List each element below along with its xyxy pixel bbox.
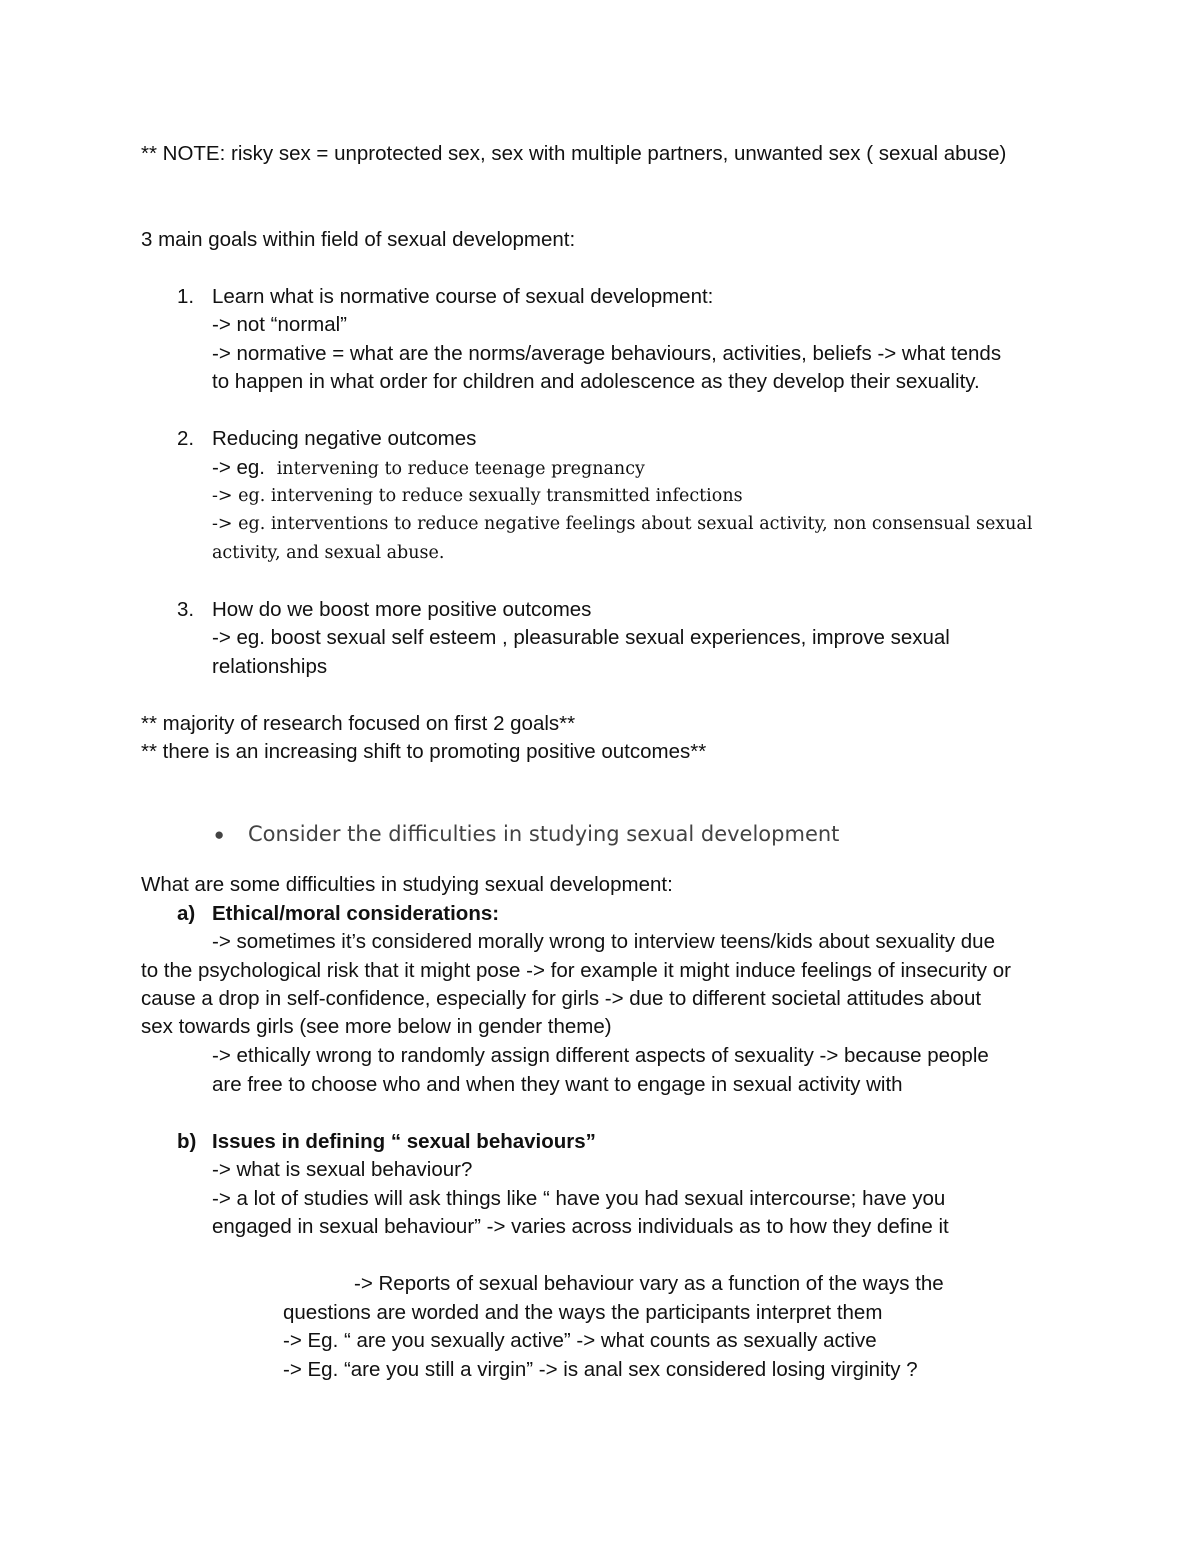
difficulty-label: b) — [177, 1130, 197, 1153]
difficulty-title: Ethical/moral considerations: — [212, 902, 500, 925]
goal-title: Learn what is normative course of sexual development: — [212, 285, 714, 308]
difficulty-sub-line: questions are worded and the ways the participants interpret them — [283, 1301, 883, 1324]
difficulty-line: sex towards girls (see more below in gender theme) — [141, 1015, 612, 1038]
note-line: ** NOTE: risky sex = unprotected sex, sex with multiple partners, unwanted sex ( sexual abuse) — [141, 142, 1007, 165]
difficulties-intro: What are some difficulties in studying sexual development: — [141, 873, 673, 896]
difficulty-line: -> a lot of studies will ask things like “ have you had sexual intercourse; have you — [212, 1187, 946, 1210]
bullet-dot-icon: ● — [214, 825, 225, 844]
goal-title: Reducing negative outcomes — [212, 427, 477, 450]
difficulty-line: are free to choose who and when they want to engage in sexual activity with — [212, 1073, 903, 1096]
difficulty-line: cause a drop in self-confidence, especially for girls -> due to different societal attitudes about — [141, 987, 982, 1010]
goal-number: 2. — [177, 427, 195, 450]
goal-line: to happen in what order for children and adolescence as they develop their sexuality. — [212, 370, 980, 393]
difficulty-label: a) — [177, 902, 196, 925]
goal-line: -> eg. intervening to reduce sexually transmitted infections — [212, 486, 743, 506]
remark-line: ** there is an increasing shift to promoting positive outcomes** — [141, 740, 707, 763]
goal-number: 3. — [177, 598, 195, 621]
section-heading: Consider the difficulties in studying sexual development — [248, 822, 840, 846]
goal-line: -> normative = what are the norms/average behaviours, activities, beliefs -> what tends — [212, 342, 1002, 365]
goal-line: -> eg. interventions to reduce negative feelings about sexual activity, non consensual sexual — [212, 514, 1033, 534]
goal-line: relationships — [212, 655, 328, 678]
goal-line: activity, and sexual abuse. — [212, 543, 445, 563]
goal-title: How do we boost more positive outcomes — [212, 598, 592, 621]
difficulty-sub-line: -> Eg. “ are you sexually active” -> what counts as sexually active — [283, 1329, 877, 1352]
goal-line-rest: intervening to reduce teenage pregnancy — [276, 459, 645, 479]
difficulty-line: -> sometimes it’s considered morally wrong to interview teens/kids about sexuality due — [212, 930, 995, 953]
goal-line-prefix: -> eg. — [212, 456, 265, 479]
goals-intro: 3 main goals within field of sexual development: — [141, 228, 576, 251]
difficulty-sub-line: -> Reports of sexual behaviour vary as a function of the ways the — [354, 1272, 944, 1295]
goal-number: 1. — [177, 285, 195, 308]
goal-line: -> not “normal” — [212, 313, 348, 336]
difficulty-line: -> ethically wrong to randomly assign different aspects of sexuality -> because people — [212, 1044, 989, 1067]
goal-line — [212, 454, 645, 484]
difficulty-sub-line: -> Eg. “are you still a virgin” -> is anal sex considered losing virginity ? — [283, 1358, 918, 1381]
difficulty-line: to the psychological risk that it might pose -> for example it might induce feelings of insecurity or — [141, 959, 1011, 982]
difficulty-title: Issues in defining “ sexual behaviours” — [212, 1130, 596, 1153]
remark-line: ** majority of research focused on first 2 goals** — [141, 712, 576, 735]
goal-line: -> eg. boost sexual self esteem , pleasurable sexual experiences, improve sexual — [212, 626, 950, 649]
difficulty-line: -> what is sexual behaviour? — [212, 1158, 473, 1181]
difficulty-line: engaged in sexual behaviour” -> varies across individuals as to how they define it — [212, 1215, 949, 1238]
